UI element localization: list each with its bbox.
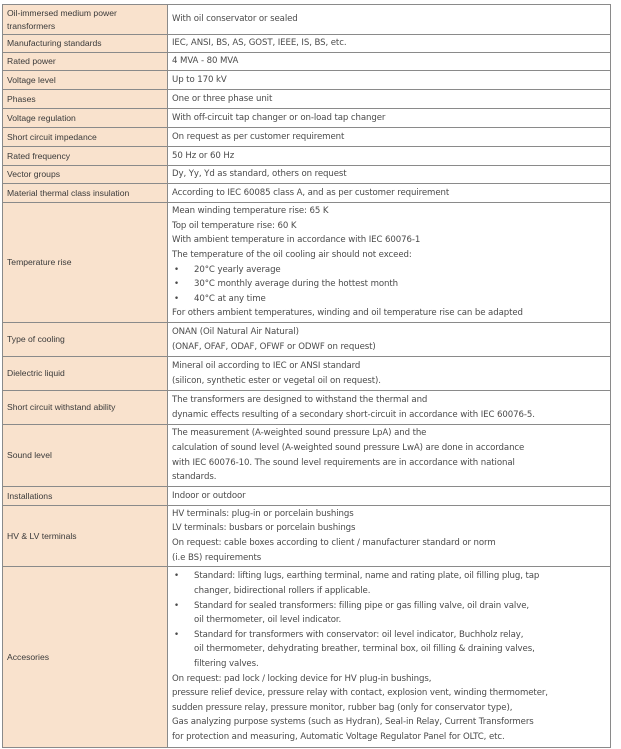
bullet-item: • 20°C yearly average: [172, 263, 606, 278]
specification-table: [2, 4, 611, 748]
row-value: [168, 53, 611, 71]
row-value: [168, 35, 611, 53]
row-value: [168, 109, 611, 128]
table-row: [3, 90, 611, 109]
value-line: calculation of sound level (A-weighted sound pressure LwA) are done in accordance: [172, 442, 525, 453]
bullet-item: • Standard for transformers with conservator: oil level indicator, Buchholz relay,: [172, 628, 606, 643]
value-line: On request: cable boxes according to client / manufacturer standard or norm: [172, 538, 496, 548]
table-row: [3, 203, 611, 323]
value-line: For others ambient temperatures, winding and oil temperature rise can be adapted: [172, 308, 523, 319]
row-value: [168, 147, 611, 166]
value-line: (i.e BS) requirements: [172, 552, 262, 563]
value-line: Gas analyzing purpose systems (such as Hydran), Seal-in Relay, Current Transformers: [172, 717, 534, 728]
value-line: ONAN (Oil Natural Air Natural): [172, 326, 299, 337]
row-value: [168, 71, 611, 90]
value-line: (silicon, synthetic ester or vegetal oil on request).: [172, 375, 381, 386]
table-row: [3, 71, 611, 90]
bullet-item: • 30°C monthly average during the hottest month: [172, 277, 606, 292]
table-row: [3, 487, 611, 506]
row-value: [168, 425, 611, 487]
row-label: Installations: [3, 487, 168, 506]
value-line: IEC, ANSI, BS, AS, GOST, IEEE, IS, BS, etc.: [172, 38, 347, 49]
bullet-continuation: changer, bidirectional rollers if applicable.: [194, 586, 371, 597]
value-line: The transformers are designed to withstand the thermal and: [172, 394, 428, 405]
bullet-item: • Standard: lifting lugs, earthing terminal, name and rating plate, oil filling plug, tap: [172, 569, 606, 584]
bullet-continuation: filtering valves.: [194, 659, 259, 669]
row-label: Phases: [3, 90, 168, 109]
value-line: 50 Hz or 60 Hz: [172, 150, 235, 161]
row-label: Accesories: [3, 567, 168, 748]
value-line: The temperature of the oil cooling air should not exceed:: [172, 249, 412, 260]
row-value: [168, 203, 611, 323]
row-value: [168, 166, 611, 184]
value-line: With oil conservator or sealed: [172, 14, 298, 25]
bullet-item: • Standard for sealed transformers: filling pipe or gas filling valve, oil drain valve,: [172, 599, 606, 614]
row-value: [168, 90, 611, 109]
table-row: [3, 109, 611, 128]
value-line: HV terminals: plug-in or porcelain bushings: [172, 508, 354, 519]
value-line: One or three phase unit: [172, 93, 273, 104]
row-label: Oil-immersed medium power transformers: [3, 5, 168, 35]
row-value: [168, 184, 611, 203]
table-row: [3, 323, 611, 357]
row-label: Sound level: [3, 425, 168, 487]
value-line: Mineral oil according to IEC or ANSI standard: [172, 360, 361, 371]
row-label: Vector groups: [3, 166, 168, 184]
value-line: According to IEC 60085 class A, and as per customer requirement: [172, 187, 450, 198]
row-label: Temperature rise: [3, 203, 168, 323]
value-line: With ambient temperature in accordance with IEC 60076-1: [172, 235, 421, 246]
table-row: [3, 391, 611, 425]
value-line: standards.: [172, 472, 217, 483]
table-row: [3, 35, 611, 53]
value-line: The measurement (A-weighted sound pressure LpA) and the: [172, 428, 427, 439]
table-row: [3, 506, 611, 567]
value-line: Dy, Yy, Yd as standard, others on request: [172, 169, 347, 180]
row-value: [168, 391, 611, 425]
row-label: Voltage regulation: [3, 109, 168, 128]
value-line: Up to 170 kV: [172, 74, 227, 85]
value-line: LV terminals: busbars or porcelain bushings: [172, 523, 356, 534]
value-line: On request: pad lock / locking device for HV plug-in bushings,: [172, 673, 432, 684]
table-row: [3, 184, 611, 203]
bullet-continuation: oil thermometer, oil level indicator.: [194, 615, 342, 626]
row-value: [168, 506, 611, 567]
row-label: HV & LV terminals: [3, 506, 168, 567]
row-label: Voltage level: [3, 71, 168, 90]
table-row: [3, 147, 611, 166]
value-line: dynamic effects resulting of a secondary short-circuit in accordance with IEC 60076-5.: [172, 409, 535, 420]
row-value: [168, 323, 611, 357]
value-line: On request as per customer requirement: [172, 131, 345, 142]
row-label: Short circuit withstand ability: [3, 391, 168, 425]
table-row: [3, 5, 611, 35]
row-label: Rated frequency: [3, 147, 168, 166]
row-value: [168, 357, 611, 391]
row-value: [168, 487, 611, 506]
value-line: sudden pressure relay, pressure monitor, rubber bag (only for conservator type),: [172, 702, 513, 713]
value-line: with IEC 60076-10. The sound level requirements are in accordance with national: [172, 457, 515, 468]
table-row: [3, 128, 611, 147]
value-line: pressure relief device, pressure relay with contact, explosion vent, winding thermometer,: [172, 688, 548, 699]
value-line: Top oil temperature rise: 60 K: [172, 220, 297, 231]
row-label: Dielectric liquid: [3, 357, 168, 391]
table-row: [3, 53, 611, 71]
row-label: Type of cooling: [3, 323, 168, 357]
value-line: Mean winding temperature rise: 65 K: [172, 206, 329, 217]
value-line: 4 MVA - 80 MVA: [172, 56, 239, 67]
bullet-item: • 40°C at any time: [172, 292, 606, 307]
row-label: Rated power: [3, 53, 168, 71]
row-value: [168, 5, 611, 35]
value-line: for protection and measuring, Automatic Voltage Regulator Panel for OLTC, etc.: [172, 731, 505, 742]
row-value: [168, 128, 611, 147]
table-row: [3, 357, 611, 391]
value-line: (ONAF, OFAF, ODAF, OFWF or ODWF on request): [172, 341, 376, 352]
bullet-continuation: oil thermometer, dehydrating breather, terminal box, oil filling & draining valves,: [194, 644, 535, 655]
row-value: [168, 567, 611, 748]
value-line: Indoor or outdoor: [172, 490, 246, 501]
value-line: With off-circuit tap changer or on-load tap changer: [172, 112, 386, 123]
row-label: Manufacturing standards: [3, 35, 168, 53]
table-row: [3, 567, 611, 748]
row-label: Short circuit impedance: [3, 128, 168, 147]
table-row: [3, 166, 611, 184]
row-label: Material thermal class insulation: [3, 184, 168, 203]
table-row: [3, 425, 611, 487]
